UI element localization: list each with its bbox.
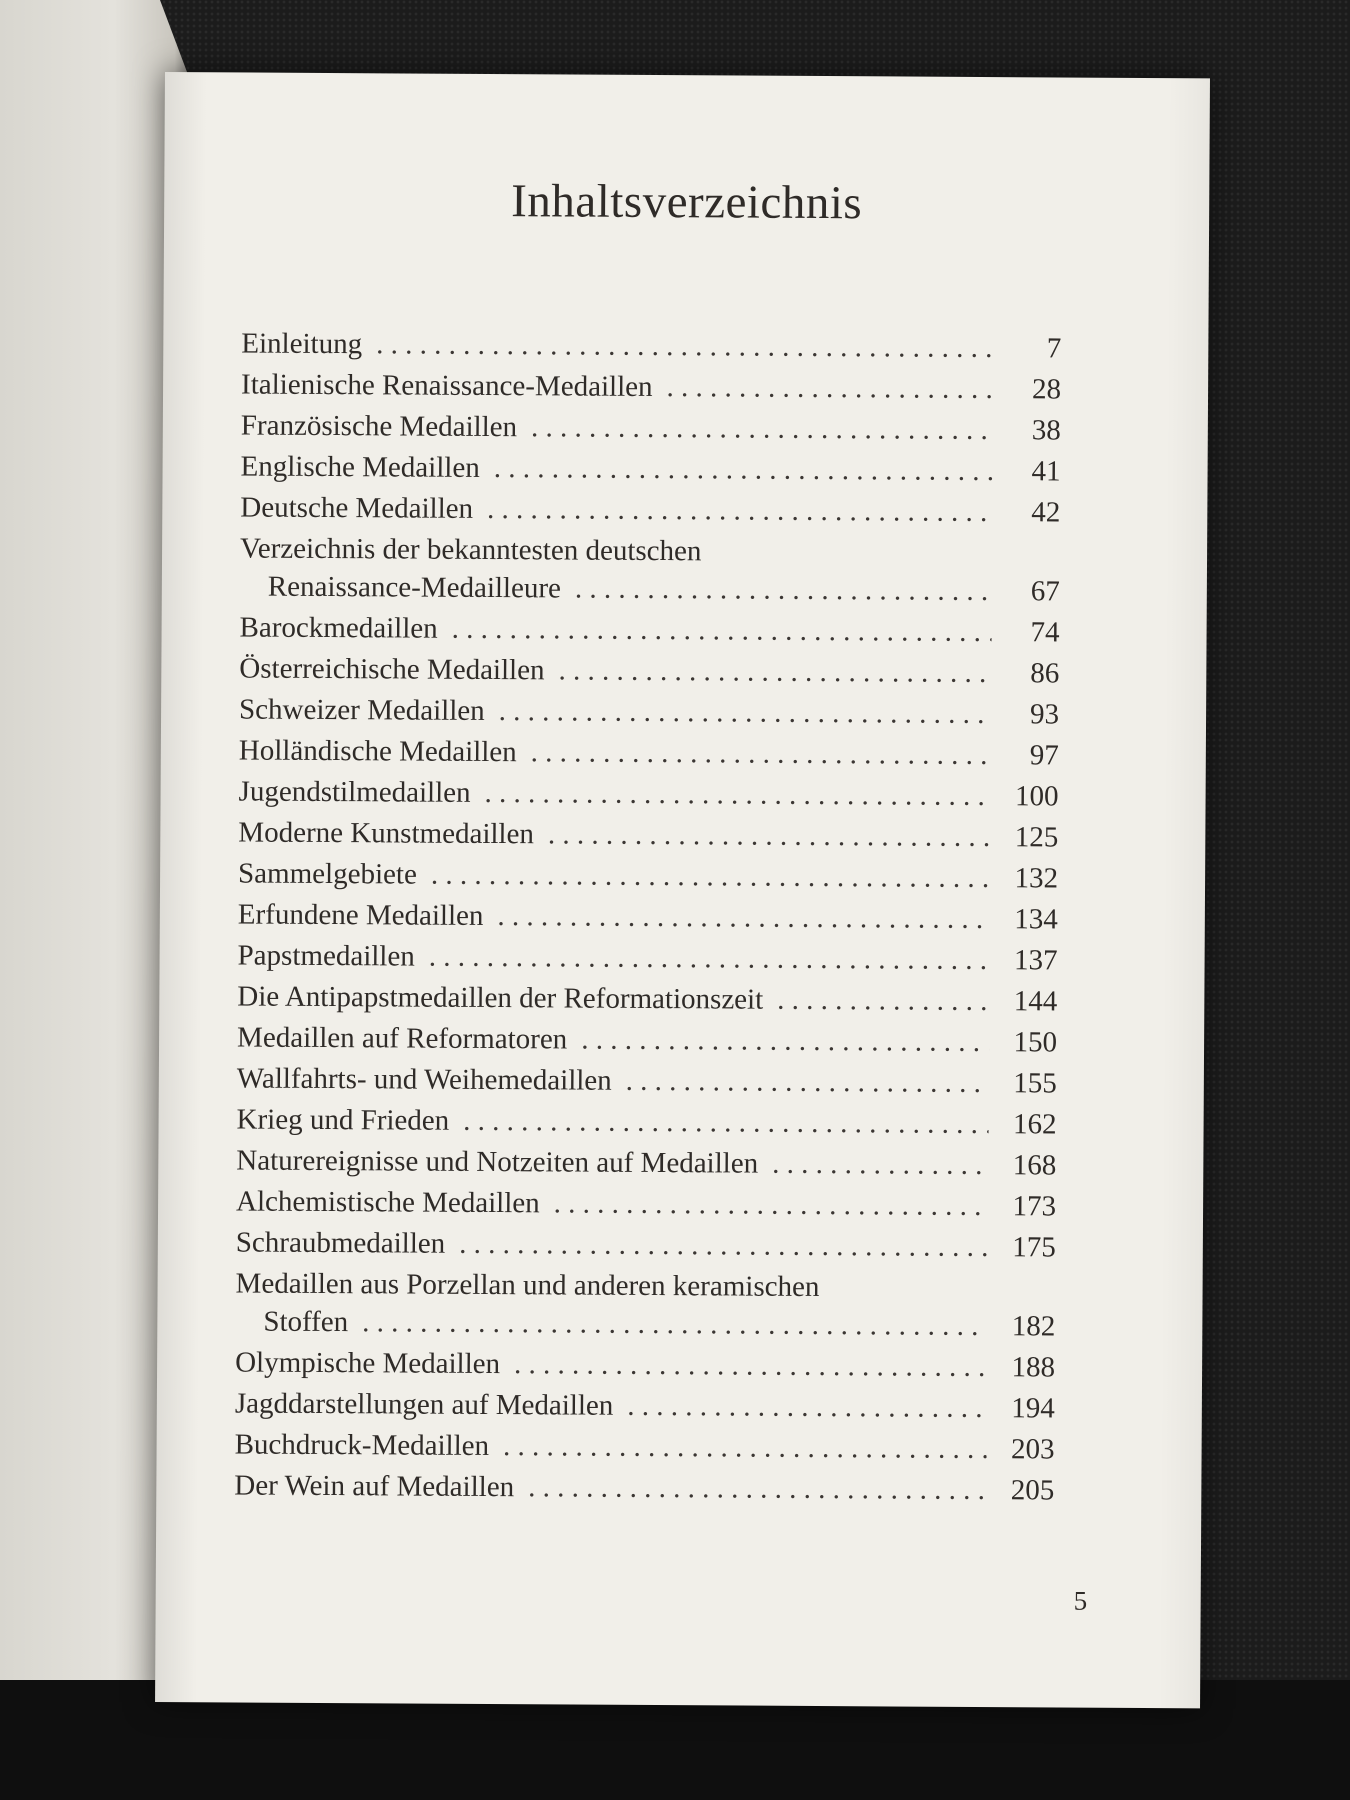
toc-entry-label: Medaillen auf Reformatoren xyxy=(237,1021,568,1056)
toc-entry xyxy=(238,816,1058,862)
toc-entry xyxy=(235,1346,1055,1392)
dot-leader xyxy=(463,1105,989,1141)
toc-entry xyxy=(239,652,1059,698)
dot-leader xyxy=(548,818,991,854)
toc-entry-page: 86 xyxy=(1030,657,1060,690)
page-number: 5 xyxy=(1073,1585,1088,1616)
toc-entry-label-continued: Stoffen xyxy=(263,1305,349,1339)
toc-entry-label: Moderne Kunstmedaillen xyxy=(238,816,535,851)
toc-entry-label: Der Wein auf Medaillen xyxy=(234,1469,515,1504)
toc-entry-page: 100 xyxy=(1014,780,1059,813)
toc-entry-label: Französische Medaillen xyxy=(240,409,518,444)
toc-entry xyxy=(238,775,1058,821)
dot-leader xyxy=(452,613,992,649)
dot-leader xyxy=(431,859,990,895)
toc-entry-first-line xyxy=(235,1267,1055,1310)
toc-entry-label: Sammelgebiete xyxy=(238,857,417,891)
toc-entry-page: 125 xyxy=(1014,821,1059,854)
toc-entry-page: 132 xyxy=(1014,862,1059,895)
toc-entry-page: 74 xyxy=(1030,616,1060,649)
toc-entry-label: Jugendstilmedaillen xyxy=(238,775,471,809)
toc-entry xyxy=(241,327,1061,373)
toc-entry-page: 67 xyxy=(1030,575,1060,608)
toc-entry-label: Medaillen aus Porzellan und anderen keramischen xyxy=(235,1267,820,1304)
toc-entry-page: 194 xyxy=(1011,1392,1055,1425)
toc-entry-label-continued: Renaissance-Medailleure xyxy=(267,570,562,605)
toc-entry-page: 97 xyxy=(1029,739,1059,772)
toc-entry-label: Jagddarstellungen auf Medaillen xyxy=(234,1387,614,1422)
toc-entry-label: Barockmedaillen xyxy=(239,611,438,645)
dot-leader xyxy=(497,900,990,936)
dot-leader xyxy=(531,736,991,772)
dot-leader xyxy=(627,1390,987,1425)
toc-entry xyxy=(236,1226,1056,1272)
toc-entry-page: 188 xyxy=(1011,1351,1056,1384)
dot-leader xyxy=(459,1228,988,1264)
toc-entry-page: 150 xyxy=(1013,1026,1058,1059)
toc-entry-page: 203 xyxy=(1011,1433,1055,1466)
dot-leader xyxy=(626,1065,989,1100)
toc-entry-page: 205 xyxy=(1010,1474,1055,1507)
toc-entry-label: Alchemistische Medaillen xyxy=(236,1185,540,1220)
toc-entry xyxy=(237,939,1057,985)
toc-entry-page: 168 xyxy=(1012,1149,1057,1182)
dot-leader xyxy=(362,1306,987,1343)
toc-entry xyxy=(236,1103,1056,1149)
toc-entry-label: Österreichische Medaillen xyxy=(239,652,545,687)
toc-entry xyxy=(237,980,1057,1026)
dot-leader xyxy=(575,573,992,609)
toc-entry xyxy=(236,1185,1056,1231)
toc-entry-label: Wallfahrts- und Weihemedaillen xyxy=(236,1062,612,1097)
dot-leader xyxy=(531,411,993,447)
dot-leader xyxy=(558,654,991,690)
dot-leader xyxy=(487,493,992,529)
dot-leader xyxy=(581,1024,989,1059)
dot-leader xyxy=(429,941,990,977)
toc-entry-page: 134 xyxy=(1014,903,1058,936)
page-title: Inhaltsverzeichnis xyxy=(511,175,863,230)
toc-entry xyxy=(238,857,1058,903)
book-page xyxy=(155,72,1210,1708)
toc-entry-page: 42 xyxy=(1031,496,1061,529)
dot-leader xyxy=(514,1348,987,1384)
dot-leader xyxy=(772,1148,988,1182)
toc-entry-label: Krieg und Frieden xyxy=(236,1103,450,1137)
dot-leader xyxy=(666,371,993,406)
toc-entry xyxy=(241,409,1061,455)
dot-leader xyxy=(528,1471,986,1507)
toc-entry xyxy=(238,898,1058,944)
toc-entry-label: Englische Medaillen xyxy=(240,450,480,484)
toc-entry xyxy=(240,450,1060,496)
toc-entry-label: Italienische Renaissance-Medaillen xyxy=(240,368,653,403)
toc-entry xyxy=(241,368,1061,414)
toc-entry-label: Olympische Medaillen xyxy=(235,1346,501,1381)
dot-leader xyxy=(503,1430,987,1466)
toc-entry-label: Naturereignisse und Notzeiten auf Medaillen xyxy=(236,1144,759,1180)
toc-entry-page: 155 xyxy=(1013,1067,1057,1100)
toc-entry-page: 28 xyxy=(1031,373,1062,406)
toc-entry xyxy=(239,734,1059,780)
dot-leader xyxy=(376,328,993,365)
toc-entry xyxy=(237,1021,1057,1067)
dot-leader xyxy=(499,695,992,731)
toc-entry-label: Schraubmedaillen xyxy=(235,1226,446,1260)
toc-entry xyxy=(240,570,1060,616)
toc-entry-label: Einleitung xyxy=(241,327,363,361)
toc-entry-label: Deutsche Medaillen xyxy=(240,491,474,525)
toc-entry-label: Erfundene Medaillen xyxy=(237,898,484,932)
toc-entry xyxy=(240,491,1060,537)
toc-entry-page: 41 xyxy=(1031,455,1061,488)
dot-leader xyxy=(777,984,989,1018)
toc-entry-page: 162 xyxy=(1012,1108,1057,1141)
toc-entry-first-line xyxy=(240,532,1060,575)
toc-entry-label: Buchdruck-Medaillen xyxy=(234,1428,490,1463)
toc-entry xyxy=(235,1305,1055,1351)
toc-entry xyxy=(234,1428,1054,1474)
toc-entry-label: Papstmedaillen xyxy=(237,939,415,973)
toc-entry-label: Verzeichnis der bekanntesten deutschen xyxy=(239,532,702,568)
dot-leader xyxy=(494,452,993,488)
toc-entry xyxy=(239,611,1059,657)
toc-entry-page: 144 xyxy=(1013,985,1058,1018)
toc-entry-page: 173 xyxy=(1012,1190,1057,1223)
table-of-contents xyxy=(234,327,1061,1515)
toc-entry xyxy=(237,1062,1057,1108)
toc-entry-label: Schweizer Medaillen xyxy=(239,693,485,727)
toc-entry-page: 7 xyxy=(1046,332,1062,365)
toc-entry-page: 93 xyxy=(1029,698,1060,731)
toc-entry xyxy=(234,1469,1054,1515)
dot-leader xyxy=(554,1187,989,1223)
toc-entry xyxy=(235,1387,1055,1433)
toc-entry-label: Holländische Medaillen xyxy=(238,734,517,769)
toc-entry-label: Die Antipapstmedaillen der Reformationszeit xyxy=(237,980,764,1016)
toc-entry xyxy=(239,693,1059,739)
toc-entry xyxy=(236,1144,1056,1190)
toc-entry-page: 38 xyxy=(1031,414,1061,447)
toc-entry-page: 182 xyxy=(1011,1310,1056,1343)
toc-entry-page: 137 xyxy=(1013,944,1058,977)
dot-leader xyxy=(484,777,990,813)
toc-entry-page: 175 xyxy=(1012,1231,1056,1264)
